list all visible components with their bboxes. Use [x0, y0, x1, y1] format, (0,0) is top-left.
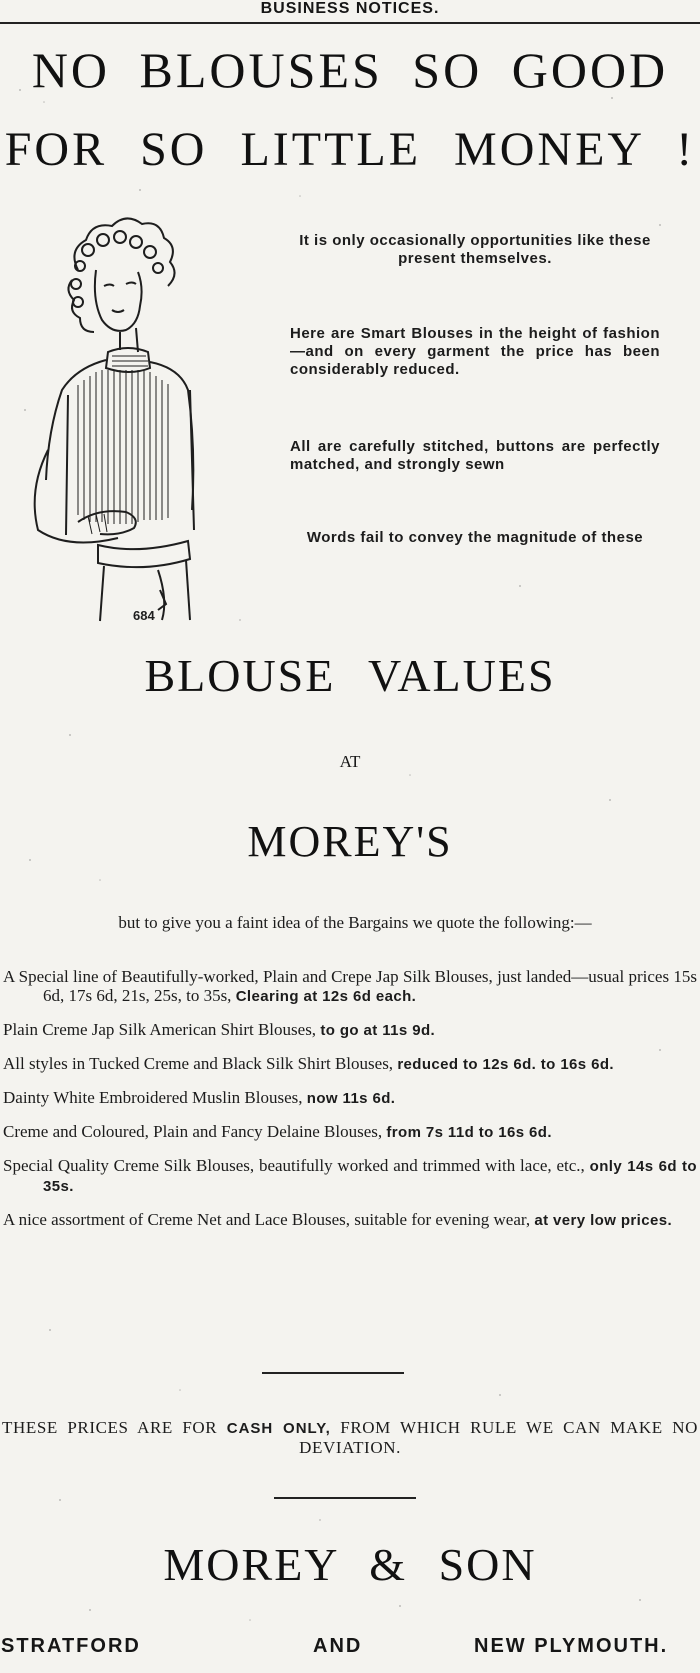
- item-description: All styles in Tucked Creme and Black Silk Shirt Blouses,: [3, 1054, 394, 1073]
- town-left: STRATFORD: [1, 1635, 141, 1657]
- headline-line-2: FOR SO LITTLE MONEY !: [4, 123, 696, 176]
- store-name-heading: MOREY'S: [247, 817, 453, 866]
- cash-notice: [2, 1418, 698, 1457]
- intro-paragraph-4: Words fail to convey the magnitude of these: [306, 529, 644, 546]
- price-item: [3, 1054, 697, 1074]
- cash-notice-bold: CASH ONLY,: [226, 1420, 331, 1437]
- item-price: to go at 11s 9d.: [320, 1022, 436, 1039]
- intro-paragraph-3: All are carefully stitched, buttons are perfectly matched, and strongly sewn: [290, 438, 660, 473]
- price-item: [3, 1088, 697, 1108]
- towns-line: [0, 1633, 700, 1659]
- price-list: [3, 967, 697, 1230]
- intro-paragraph-1: It is only occasionally opportunities like these present themselves.: [299, 232, 651, 267]
- lead-text: but to give you a faint idea of the Bargains we quote the following:—: [118, 913, 592, 932]
- item-description: Special Quality Creme Silk Blouses, beautifully worked and trimmed with lace, etc.,: [3, 1156, 585, 1175]
- divider-rule: [274, 1497, 416, 1499]
- item-price: from 7s 11d to 16s 6d.: [386, 1124, 552, 1141]
- cash-notice-after: FROM WHICH RULE WE CAN MAKE NO DEVIATION.: [299, 1418, 698, 1457]
- price-item: [3, 1122, 697, 1142]
- item-description: Dainty White Embroidered Muslin Blouses,: [3, 1088, 303, 1107]
- item-description: Plain Creme Jap Silk American Shirt Blouses,: [3, 1020, 317, 1039]
- at-label: AT: [339, 752, 361, 771]
- item-price: at very low prices.: [534, 1212, 673, 1229]
- town-right: NEW PLYMOUTH.: [474, 1635, 669, 1657]
- price-item: [3, 1156, 697, 1196]
- item-description: A Special line of Beautifully-worked, Plain and Crepe Jap Silk Blouses, just landed—usual prices 15s 6d, 17s 6d, 21s, 25s, to 35s,: [3, 967, 697, 1005]
- item-price: Clearing at 12s 6d each.: [235, 988, 417, 1005]
- illustration-number: 684: [133, 608, 155, 623]
- town-connector: AND: [313, 1635, 363, 1657]
- cash-notice-before: THESE PRICES ARE FOR: [2, 1418, 218, 1437]
- item-price: only 14s 6d to 35s.: [43, 1158, 697, 1195]
- price-item: [3, 967, 697, 1006]
- headline-line-1: NO BLOUSES SO GOOD: [31, 42, 669, 98]
- price-item: [3, 1210, 697, 1230]
- item-price: reduced to 12s 6d. to 16s 6d.: [397, 1056, 614, 1073]
- blouse-illustration: [8, 210, 208, 625]
- price-item: [3, 1020, 697, 1040]
- divider-rule: [262, 1372, 404, 1374]
- item-description: A nice assortment of Creme Net and Lace Blouses, suitable for evening wear,: [3, 1210, 531, 1229]
- section-header: BUSINESS NOTICES.: [0, 0, 700, 24]
- item-description: Creme and Coloured, Plain and Fancy Delaine Blouses,: [3, 1122, 383, 1141]
- item-price: now 11s 6d.: [306, 1090, 396, 1107]
- blouse-values-heading: BLOUSE VALUES: [144, 650, 556, 701]
- firm-name-heading: MOREY & SON: [163, 1539, 537, 1590]
- intro-paragraph-2: Here are Smart Blouses in the height of fashion—and on every garment the price has been considerably reduced.: [290, 325, 660, 378]
